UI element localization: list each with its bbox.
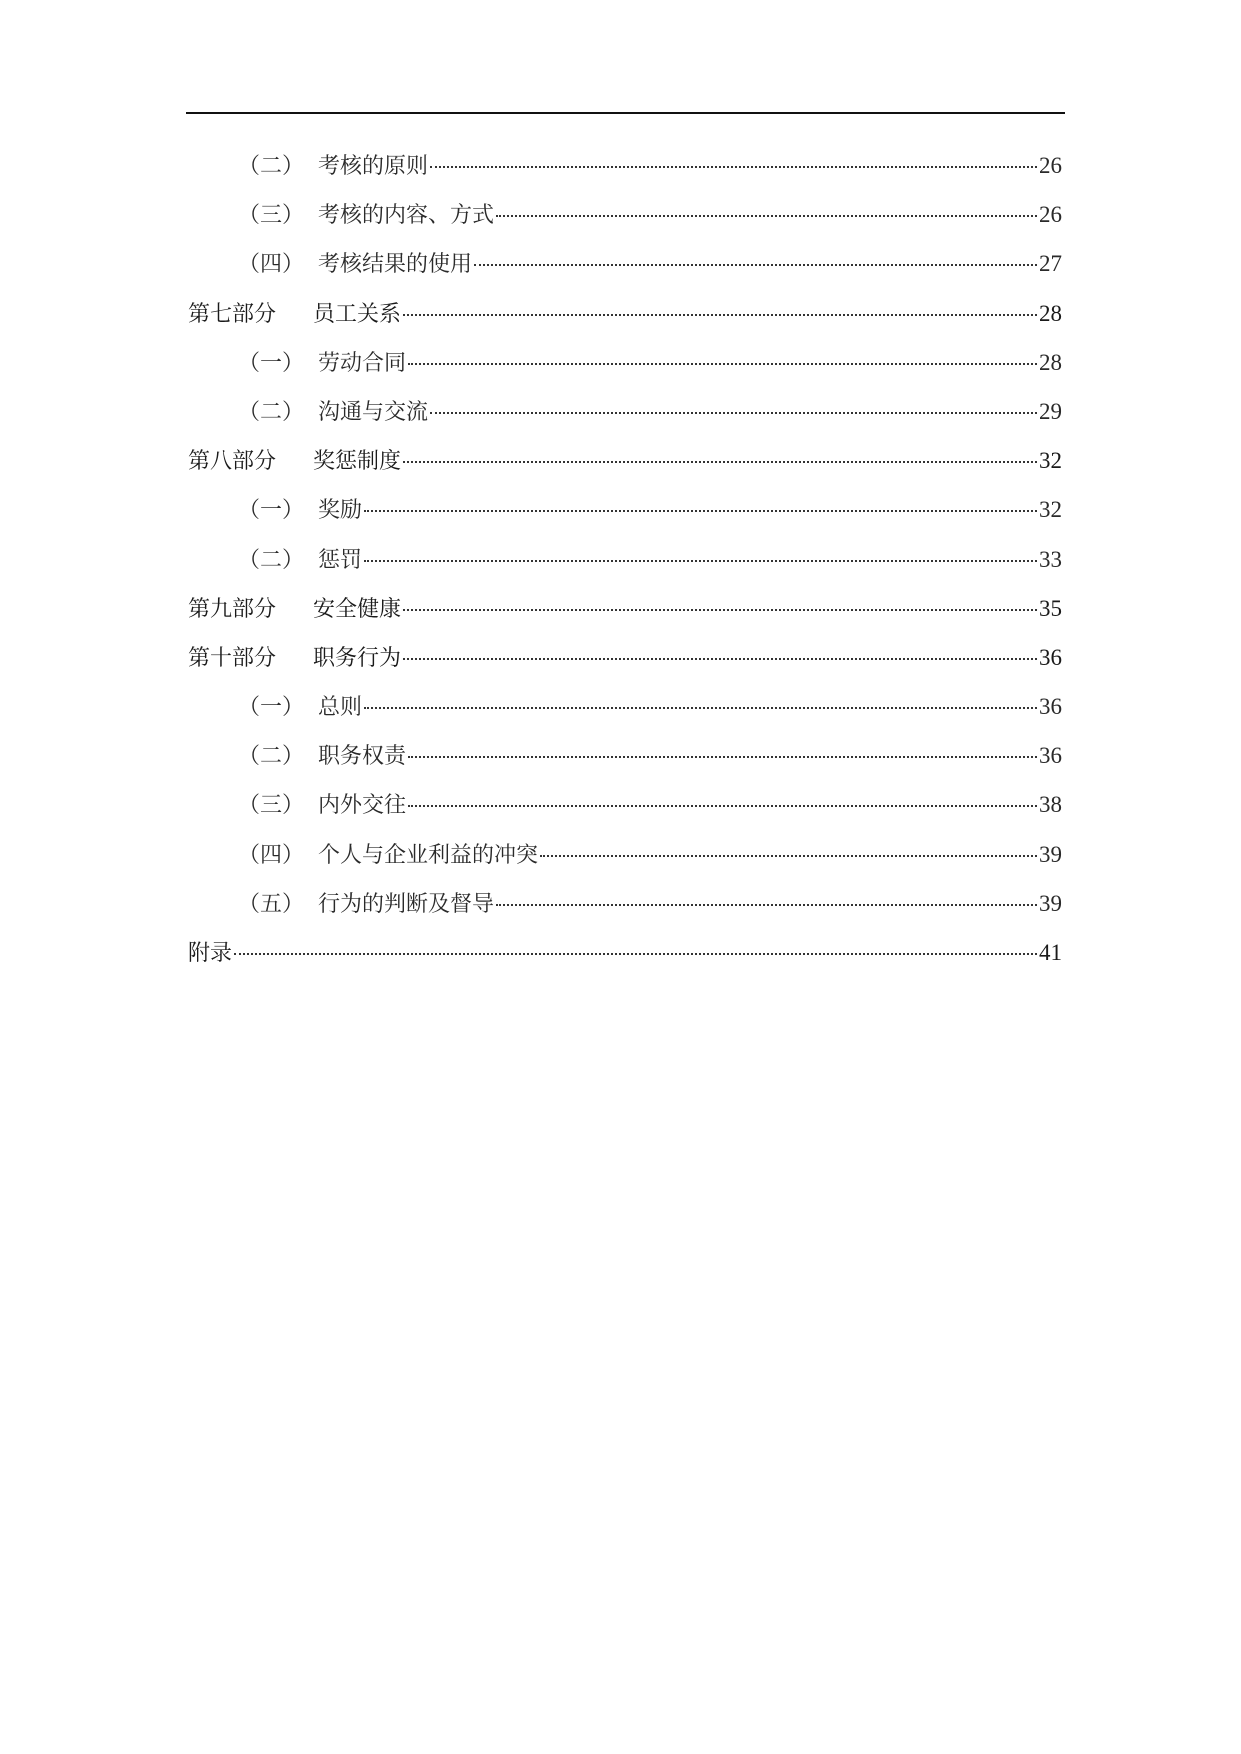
toc-entry-number: （三） <box>238 203 305 229</box>
toc-entry-number: （二） <box>238 547 305 573</box>
dot-leader <box>234 953 1037 955</box>
dot-leader <box>408 363 1037 365</box>
toc-entry[interactable] <box>188 249 1062 298</box>
toc-entry-number: （三） <box>238 793 305 819</box>
toc-entry-page: 38 <box>1039 792 1062 818</box>
toc-entry-page: 39 <box>1039 841 1062 867</box>
dot-leader <box>540 855 1037 857</box>
dot-leader <box>364 560 1037 562</box>
toc-entry-page: 36 <box>1039 644 1062 670</box>
header-rule <box>186 112 1065 114</box>
toc-entry[interactable] <box>188 692 1062 741</box>
dot-leader <box>408 756 1037 758</box>
dot-leader <box>403 314 1037 316</box>
toc-section-entry[interactable] <box>188 299 1062 348</box>
toc-entry[interactable] <box>188 200 1062 249</box>
dot-leader <box>430 412 1037 414</box>
toc-entry-page: 29 <box>1039 398 1062 424</box>
toc-entry-title: 劳动合同 <box>318 350 407 376</box>
toc-entry-page: 33 <box>1039 546 1062 572</box>
toc-entry-page: 36 <box>1039 694 1062 720</box>
toc-entry-title: 考核的内容、方式 <box>318 203 495 229</box>
toc-entry-title: 奖励 <box>318 498 363 524</box>
toc-entry[interactable] <box>188 741 1062 790</box>
toc-entry-number: （四） <box>238 842 305 868</box>
toc-entry-page: 41 <box>1039 940 1062 965</box>
dot-leader <box>474 264 1037 266</box>
table-of-contents <box>188 151 1062 987</box>
toc-entry[interactable] <box>188 348 1062 397</box>
toc-section-number: 第十部分 <box>188 645 277 671</box>
toc-section-title: 安全健康 <box>313 596 402 622</box>
toc-entry-page: 39 <box>1039 890 1062 916</box>
toc-section-number: 附录 <box>188 941 233 966</box>
dot-leader <box>403 461 1037 463</box>
toc-entry-page: 27 <box>1039 251 1062 277</box>
toc-entry-title: 内外交往 <box>318 793 407 819</box>
toc-entry-number: （五） <box>238 891 305 917</box>
toc-entry-title: 职务权责 <box>318 744 407 770</box>
dot-leader <box>403 609 1037 611</box>
toc-entry[interactable] <box>188 397 1062 446</box>
toc-section-entry[interactable] <box>188 446 1062 495</box>
toc-entry[interactable] <box>188 840 1062 889</box>
dot-leader <box>364 510 1037 512</box>
toc-section-entry[interactable] <box>188 938 1062 987</box>
toc-entry-number: （一） <box>238 695 305 721</box>
toc-section-title: 员工关系 <box>313 301 402 327</box>
toc-entry[interactable] <box>188 889 1062 938</box>
toc-entry-page: 36 <box>1039 743 1062 769</box>
toc-entry-title: 惩罚 <box>318 547 363 573</box>
toc-entry-title: 沟通与交流 <box>318 399 429 425</box>
dot-leader <box>364 707 1037 709</box>
dot-leader <box>496 215 1037 217</box>
toc-entry-page: 28 <box>1039 300 1062 326</box>
toc-entry-number: （二） <box>238 399 305 425</box>
toc-section-title: 职务行为 <box>313 645 402 671</box>
toc-entry-title: 考核的原则 <box>318 154 429 179</box>
toc-entry-page: 32 <box>1039 497 1062 523</box>
toc-entry[interactable] <box>188 495 1062 544</box>
dot-leader <box>496 904 1037 906</box>
toc-entry-page: 32 <box>1039 448 1062 474</box>
toc-entry-title: 个人与企业利益的冲突 <box>318 842 539 868</box>
toc-entry[interactable] <box>188 545 1062 594</box>
dot-leader <box>403 658 1037 660</box>
toc-section-title: 奖惩制度 <box>313 449 402 475</box>
toc-entry-number: （二） <box>238 744 305 770</box>
toc-section-number: 第八部分 <box>188 449 277 475</box>
toc-section-number: 第七部分 <box>188 301 277 327</box>
toc-entry-title: 总则 <box>318 695 363 721</box>
toc-section-number: 第九部分 <box>188 596 277 622</box>
toc-entry-page: 28 <box>1039 349 1062 375</box>
toc-entry[interactable] <box>188 151 1062 200</box>
toc-entry-page: 26 <box>1039 202 1062 228</box>
toc-entry-title: 行为的判断及督导 <box>318 891 495 917</box>
toc-section-entry[interactable] <box>188 643 1062 692</box>
toc-entry-number: （一） <box>238 498 305 524</box>
dot-leader <box>408 805 1037 807</box>
toc-entry-number: （一） <box>238 350 305 376</box>
toc-entry-page: 35 <box>1039 595 1062 621</box>
dot-leader <box>430 166 1037 168</box>
toc-entry-number: （二） <box>238 154 305 179</box>
toc-entry[interactable] <box>188 790 1062 839</box>
toc-entry-number: （四） <box>238 252 305 278</box>
toc-entry-title: 考核结果的使用 <box>318 252 473 278</box>
toc-entry-page: 26 <box>1039 153 1062 178</box>
toc-section-entry[interactable] <box>188 594 1062 643</box>
